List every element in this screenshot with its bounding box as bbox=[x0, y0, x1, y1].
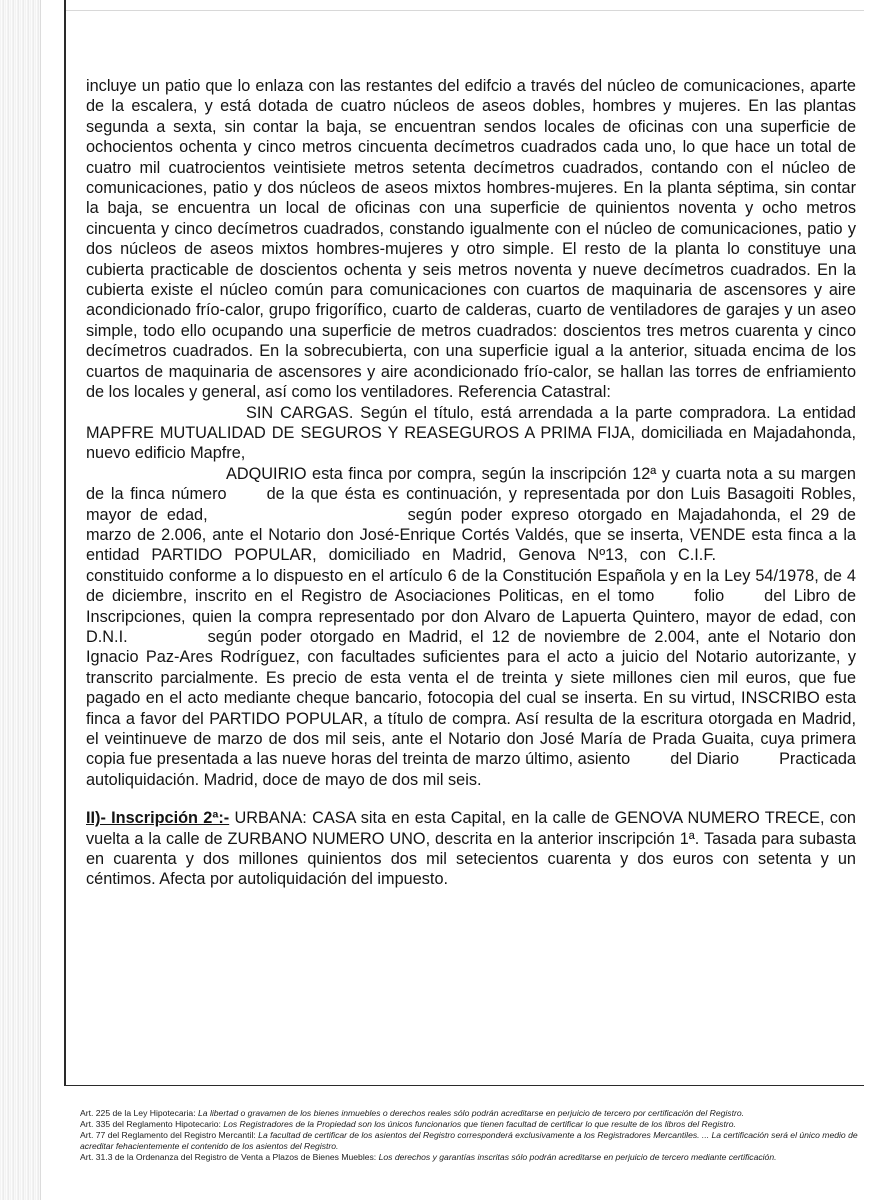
footer-note-text: La facultad de certificar de los asientos del Registro corresponderá exclusivamente a los Registradores Mercantiles. ... La certificación será el único medio de acreditar fehacientemente el contenido de los asientos del Registro. bbox=[80, 1130, 858, 1151]
legal-footer bbox=[80, 1108, 862, 1163]
inscription-2-text: URBANA: CASA sita en esta Capital, en la calle de GENOVA NUMERO TRECE, con vuelta a la calle de ZURBANO NUMERO UNO, descrita en la anterior inscripción 1ª. Tasada para subasta en cuarenta y dos millones quinientos dos mil setecientos cuarenta y dos euros con setenta y un céntimos. Afecta por autoliquidación del impuesto. bbox=[86, 809, 856, 889]
footer-note-text: Los Registradores de la Propiedad son los únicos funcionarios que tienen facultad de certificar lo que resulte de los libros del Registro. bbox=[223, 1119, 736, 1129]
footer-note bbox=[80, 1119, 862, 1130]
paragraph-adquisicion bbox=[86, 464, 856, 791]
adquisicion-part-b: de la que ésta es continuación, y representada por don Luis Basagoiti Robles, mayor de edad, bbox=[86, 485, 856, 524]
footer-note-ref: Art. 31.3 de la Ordenanza del Registro de Venta a Plazos de Bienes Muebles: bbox=[80, 1152, 377, 1162]
adquisicion-part-h: del Diario bbox=[670, 750, 740, 769]
scanned-page-edge bbox=[0, 0, 41, 1200]
paragraph-description: incluye un patio que lo enlaza con las restantes del edifcio a través del núcleo de comunicaciones, aparte de la escalera, y está dotada de cuatro núcleos de aseos dobles, hombres y mujeres. En las plantas segunda a sexta, sin contar la baja, se encuentran sendos locales de oficinas con una superficie de ochocientos ochenta y cinco metros cincuenta decímetros cuadrados cada uno, lo que hace un total de cuatro mil cuatrocientos veintisiete metros setenta decímetros cuadrados, contando con el núcleo de comunicaciones, patio y dos núcleos de aseos mixtos hombres-mujeres. En la planta séptima, sin contar la baja, se encuentra un local de oficinas con una superficie de quinientos noventa y ocho metros cincuenta y cinco decímetros cuadrados, constando igualmente con el núcleo de comunicaciones, patio y dos núcleos de aseos mixtos hombres-mujeres y otro simple. El resto de la planta lo constituye una cubierta practicable de doscientos ochenta y seis metros noventa y nueve decímetros cuadrados. En la cubierta existe el núcleo común para comunicaciones con cuartos de maquinaria de ascensores y aire acondicionado frío-calor, grupo frigorífico, cuarto de calderas, cuarto de ventiladores de garajes y un aseo simple, todo ello ocupando una superficie de metros cuadrados: doscientos tres metros cuarenta y cinco decímetros cuadrados. En la sobrecubierta, con una superficie igual a la anterior, situada encima de los cuartos de maquinaria de ascensores y aire acondicionado frío-calor, se hallan las torres de enfriamiento de los locales y general, así como los ventiladores. Referencia Catastral: bbox=[86, 77, 856, 402]
footer-note-text: La libertad o gravamen de los bienes inmuebles o derechos reales sólo podrán acreditarse en perjuicio de tercero por certificación del Registro. bbox=[198, 1108, 745, 1118]
adquisicion-part-c: según poder expreso otorgado en Majadahonda, el 29 de marzo de 2.006, ante el Notario don José-Enrique Cortés Valdés, que se inserta, VENDE esta finca a la entidad PARTIDO POPULAR, domiciliado en Madrid, Genova Nº13, con C.I.F. bbox=[86, 505, 856, 565]
adquisicion-part-e: folio bbox=[694, 587, 725, 606]
adquisicion-part-a: ADQUIRIO esta finca por compra, según la inscripción 12ª y cuarta nota a su margen de la finca número bbox=[86, 464, 856, 504]
inscription-2-heading: II)- Inscripción 2ª:- bbox=[86, 809, 230, 828]
footer-note-ref: Art. 225 de la Ley Hipotecaria: bbox=[80, 1108, 196, 1118]
document-body bbox=[86, 76, 856, 890]
paragraph-cargas-text: SIN CARGAS. Según el título, está arrendada a la parte compradora. La entidad MAPFRE MUTUALIDAD DE SEGUROS Y REASEGUROS A PRIMA FIJA, domiciliada en Majadahonda, nuevo edificio Mapfre, bbox=[86, 403, 856, 463]
footer-note-text: Los derechos y garantías inscritas sólo podrán acreditarse en perjuicio de tercero mediante certificación. bbox=[378, 1152, 777, 1162]
inscription-2-paragraph bbox=[86, 808, 856, 890]
footer-note bbox=[80, 1108, 862, 1119]
adquisicion-part-d: constituido conforme a lo dispuesto en el artículo 6 de la Constitución Española y en la Ley 54/1978, de 4 de diciembre, inscrito en el Registro de Asociaciones Politicas, en el tomo bbox=[86, 566, 856, 606]
top-rule bbox=[64, 10, 864, 11]
footer-note-ref: Art. 77 del Reglamento del Registro Mercantil: bbox=[80, 1130, 256, 1140]
adquisicion-part-i: Practicada autoliquidación. Madrid, doce de mayo de dos mil seis. bbox=[86, 750, 856, 789]
footer-note-ref: Art. 335 del Reglamento Hipotecario: bbox=[80, 1119, 221, 1129]
footer-rule bbox=[64, 1085, 864, 1086]
margin-rule bbox=[64, 0, 66, 1085]
adquisicion-part-f: del Libro de Inscripciones, quien la compra representado por don Alvaro de Lapuerta Quintero, mayor de edad, con D.N.I. bbox=[86, 587, 856, 646]
footer-note bbox=[80, 1152, 862, 1163]
paragraph-cargas bbox=[86, 403, 856, 464]
footer-note bbox=[80, 1130, 862, 1152]
adquisicion-part-g: según poder otorgado en Madrid, el 12 de noviembre de 2.004, ante el Notario don Ignacio Paz-Ares Rodríguez, con facultades suficientes para el acto a juicio del Notario autorizante, y transcrito parcialmente. Es precio de esta venta el de treinta y siete millones cien mil euros, que fue pagado en el acto mediante cheque bancario, fotocopia del cual se inserta. En su virtud, INSCRIBO esta finca a favor del PARTIDO POPULAR, a título de compra. Así resulta de la escritura otorgada en Madrid, el veintinueve de marzo de dos mil seis, ante el Notario don José María de Prada Guaita, cuya primera copia fue presentada a las nueve horas del treinta de marzo último, asiento bbox=[86, 627, 856, 769]
